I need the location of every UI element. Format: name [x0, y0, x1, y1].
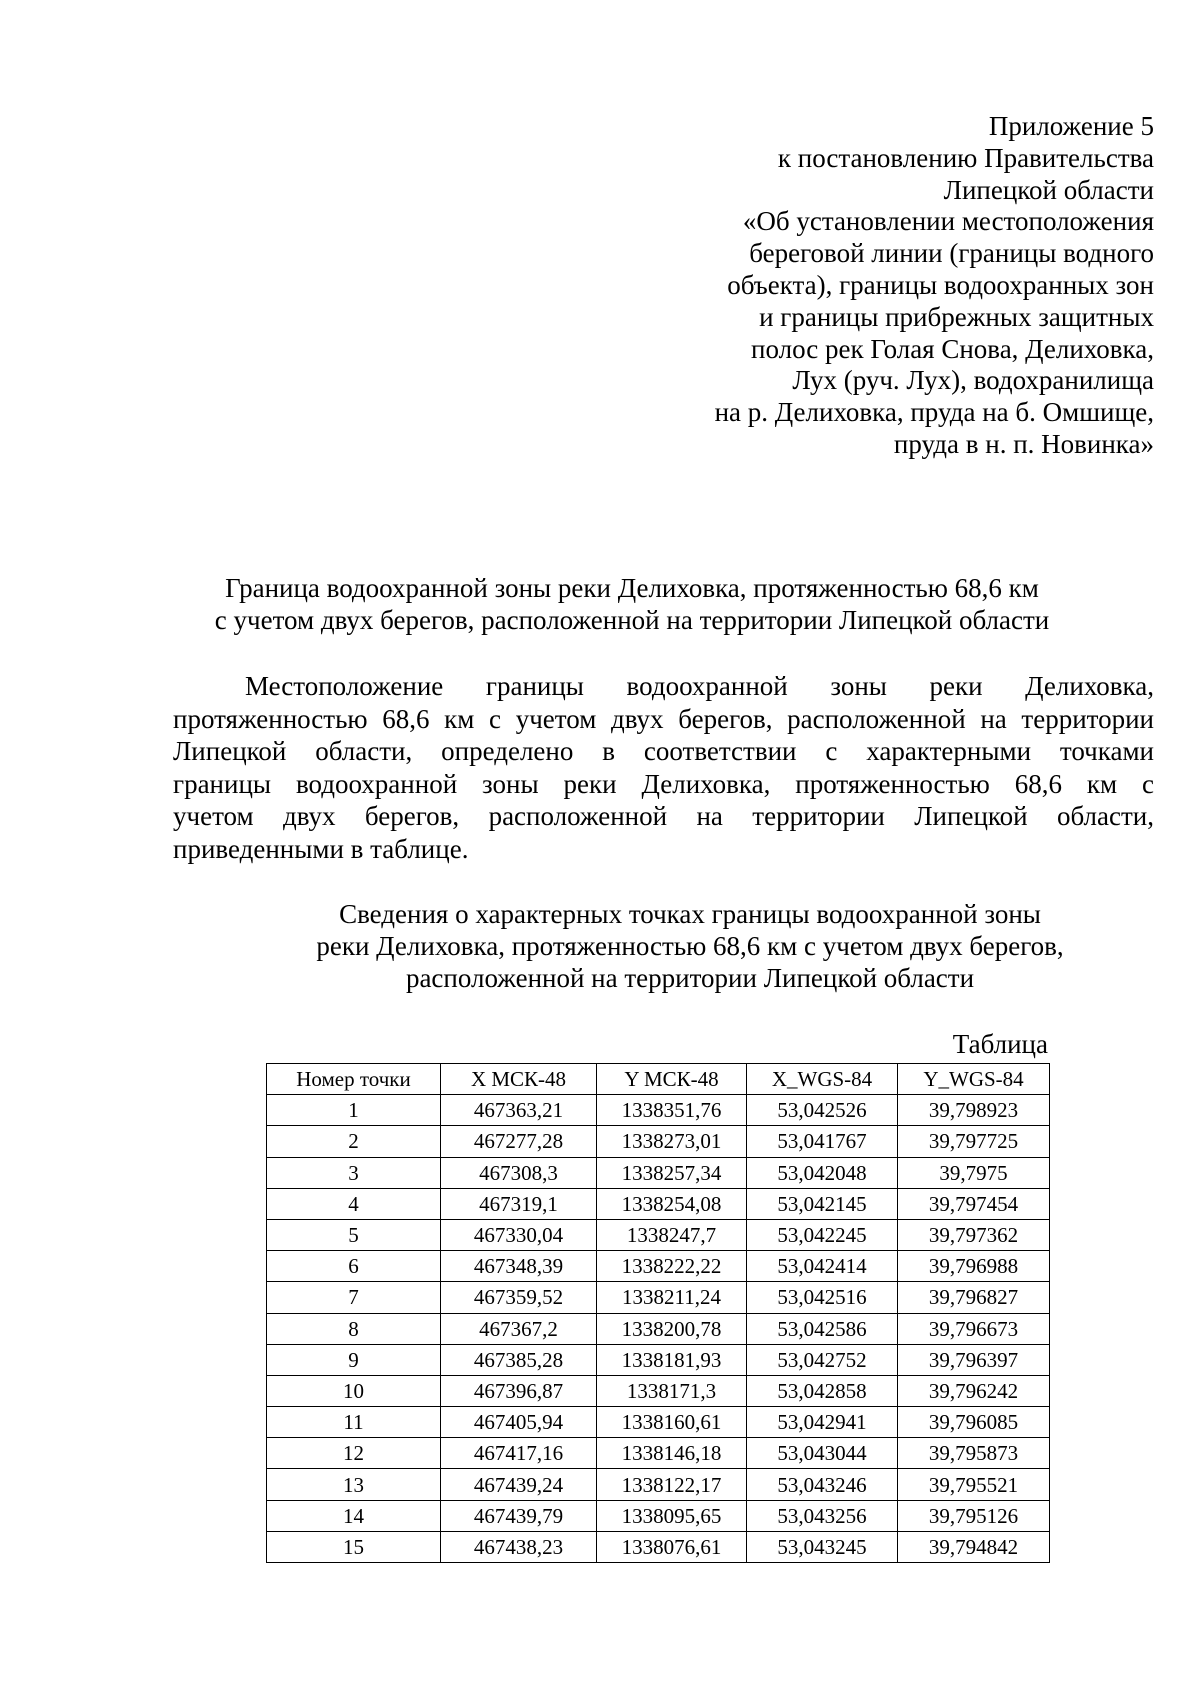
table-caption — [260, 898, 1120, 994]
cell-x-msk48: 467319,1 — [441, 1188, 597, 1219]
cell-y-wgs84: 39,797362 — [898, 1219, 1050, 1250]
cell-point-number: 12 — [267, 1438, 441, 1469]
cell-x-msk48: 467405,94 — [441, 1407, 597, 1438]
table-row — [267, 1500, 1050, 1531]
cell-x-msk48: 467359,52 — [441, 1282, 597, 1313]
table-row — [267, 1313, 1050, 1344]
cell-y-msk48: 1338076,61 — [597, 1531, 747, 1562]
table-row — [267, 1095, 1050, 1126]
appendix-line: и границы прибрежных защитных — [759, 301, 1154, 332]
cell-point-number: 2 — [267, 1126, 441, 1157]
cell-x-wgs84: 53,042245 — [747, 1219, 898, 1250]
table-row — [267, 1219, 1050, 1250]
description-paragraph — [173, 670, 1154, 866]
cell-point-number: 9 — [267, 1344, 441, 1375]
cell-x-msk48: 467308,3 — [441, 1157, 597, 1188]
cell-y-msk48: 1338122,17 — [597, 1469, 747, 1500]
appendix-line: объекта), границы водоохранных зон — [727, 269, 1154, 300]
table-caption-line: расположенной на территории Липецкой области — [405, 963, 975, 993]
cell-x-msk48: 467385,28 — [441, 1344, 597, 1375]
appendix-line: полос рек Голая Снова, Делиховка, — [751, 333, 1154, 364]
cell-x-wgs84: 53,043245 — [747, 1531, 898, 1562]
cell-x-wgs84: 53,043246 — [747, 1469, 898, 1500]
cell-point-number: 3 — [267, 1157, 441, 1188]
cell-y-wgs84: 39,796085 — [898, 1407, 1050, 1438]
cell-y-wgs84: 39,796827 — [898, 1282, 1050, 1313]
cell-y-msk48: 1338247,7 — [597, 1219, 747, 1250]
table-row — [267, 1188, 1050, 1219]
column-header-point-number: Номер точки — [267, 1064, 441, 1095]
cell-y-wgs84: 39,795521 — [898, 1469, 1050, 1500]
cell-x-wgs84: 53,042048 — [747, 1157, 898, 1188]
cell-x-wgs84: 53,042145 — [747, 1188, 898, 1219]
paragraph-line: Липецкой области, определено в соответствии с характерными точками — [173, 736, 1154, 767]
appendix-line: Приложение 5 — [988, 111, 1154, 141]
cell-y-msk48: 1338211,24 — [597, 1282, 747, 1313]
table-row — [267, 1126, 1050, 1157]
table-row — [267, 1531, 1050, 1562]
appendix-line: Липецкой области — [943, 174, 1154, 205]
table-caption-line: Сведения о характерных точках границы водоохранной зоны — [339, 899, 1041, 929]
cell-point-number: 8 — [267, 1313, 441, 1344]
table-row — [267, 1438, 1050, 1469]
column-header-x-wgs84: X_WGS-84 — [747, 1064, 898, 1095]
appendix-line: пруда в н. п. Новинка» — [893, 428, 1154, 459]
cell-y-msk48: 1338146,18 — [597, 1438, 747, 1469]
paragraph-line: учетом двух берегов, расположенной на территории Липецкой области, — [173, 801, 1154, 832]
cell-y-wgs84: 39,796242 — [898, 1375, 1050, 1406]
cell-y-wgs84: 39,797454 — [898, 1188, 1050, 1219]
coordinates-table — [266, 1063, 1050, 1563]
table-header-row — [267, 1064, 1050, 1095]
cell-point-number: 14 — [267, 1500, 441, 1531]
paragraph-line: приведенными в таблице. — [173, 833, 469, 864]
cell-point-number: 7 — [267, 1282, 441, 1313]
column-header-y-msk48: Y МСК-48 — [597, 1064, 747, 1095]
cell-x-wgs84: 53,042941 — [747, 1407, 898, 1438]
cell-y-wgs84: 39,795126 — [898, 1500, 1050, 1531]
cell-point-number: 15 — [267, 1531, 441, 1562]
cell-x-wgs84: 53,043256 — [747, 1500, 898, 1531]
paragraph-line: Местоположение границы водоохранной зоны реки Делиховка, — [245, 671, 1154, 701]
cell-x-msk48: 467363,21 — [441, 1095, 597, 1126]
cell-x-wgs84: 53,042858 — [747, 1375, 898, 1406]
cell-x-msk48: 467367,2 — [441, 1313, 597, 1344]
cell-y-msk48: 1338257,34 — [597, 1157, 747, 1188]
column-header-x-msk48: X МСК-48 — [441, 1064, 597, 1095]
zone-title — [172, 572, 1092, 636]
cell-y-wgs84: 39,796988 — [898, 1251, 1050, 1282]
cell-point-number: 1 — [267, 1095, 441, 1126]
cell-y-msk48: 1338095,65 — [597, 1500, 747, 1531]
appendix-line: береговой линии (границы водного — [749, 238, 1154, 269]
cell-y-msk48: 1338200,78 — [597, 1313, 747, 1344]
table-row — [267, 1469, 1050, 1500]
appendix-line: «Об установлении местоположения — [742, 206, 1154, 237]
cell-y-msk48: 1338171,3 — [597, 1375, 747, 1406]
table-row — [267, 1251, 1050, 1282]
cell-x-msk48: 467396,87 — [441, 1375, 597, 1406]
cell-x-msk48: 467277,28 — [441, 1126, 597, 1157]
table-row — [267, 1344, 1050, 1375]
cell-x-msk48: 467438,23 — [441, 1531, 597, 1562]
appendix-line: Лух (руч. Лух), водохранилища — [792, 365, 1154, 396]
cell-x-wgs84: 53,042516 — [747, 1282, 898, 1313]
cell-y-wgs84: 39,794842 — [898, 1531, 1050, 1562]
table-row — [267, 1375, 1050, 1406]
appendix-header — [620, 111, 1154, 461]
paragraph-line: границы водоохранной зоны реки Делиховка, протяженностью 68,6 км с — [173, 768, 1154, 799]
table-body — [267, 1095, 1050, 1563]
cell-x-msk48: 467417,16 — [441, 1438, 597, 1469]
cell-y-wgs84: 39,798923 — [898, 1095, 1050, 1126]
cell-x-wgs84: 53,043044 — [747, 1438, 898, 1469]
paragraph-line: протяженностью 68,6 км с учетом двух берегов, расположенной на территории — [173, 703, 1154, 734]
cell-x-msk48: 467330,04 — [441, 1219, 597, 1250]
cell-point-number: 6 — [267, 1251, 441, 1282]
cell-y-wgs84: 39,796673 — [898, 1313, 1050, 1344]
cell-point-number: 10 — [267, 1375, 441, 1406]
cell-point-number: 11 — [267, 1407, 441, 1438]
cell-point-number: 5 — [267, 1219, 441, 1250]
cell-x-wgs84: 53,042586 — [747, 1313, 898, 1344]
cell-x-msk48: 467439,79 — [441, 1500, 597, 1531]
cell-x-msk48: 467348,39 — [441, 1251, 597, 1282]
table-row — [267, 1282, 1050, 1313]
cell-x-wgs84: 53,042414 — [747, 1251, 898, 1282]
cell-y-msk48: 1338160,61 — [597, 1407, 747, 1438]
appendix-line: на р. Делиховка, пруда на б. Омшище, — [714, 397, 1154, 428]
cell-y-wgs84: 39,7975 — [898, 1157, 1050, 1188]
cell-x-wgs84: 53,041767 — [747, 1126, 898, 1157]
cell-y-wgs84: 39,796397 — [898, 1344, 1050, 1375]
cell-point-number: 13 — [267, 1469, 441, 1500]
cell-y-msk48: 1338351,76 — [597, 1095, 747, 1126]
table-row — [267, 1157, 1050, 1188]
cell-y-msk48: 1338181,93 — [597, 1344, 747, 1375]
cell-y-wgs84: 39,795873 — [898, 1438, 1050, 1469]
cell-x-msk48: 467439,24 — [441, 1469, 597, 1500]
cell-y-msk48: 1338273,01 — [597, 1126, 747, 1157]
cell-x-wgs84: 53,042526 — [747, 1095, 898, 1126]
table-row — [267, 1407, 1050, 1438]
table-label: Таблица — [952, 1029, 1048, 1059]
cell-point-number: 4 — [267, 1188, 441, 1219]
cell-y-msk48: 1338222,22 — [597, 1251, 747, 1282]
cell-x-wgs84: 53,042752 — [747, 1344, 898, 1375]
zone-title-line: Граница водоохранной зоны реки Делиховка, протяженностью 68,6 км — [225, 573, 1039, 603]
zone-title-line: с учетом двух берегов, расположенной на территории Липецкой области — [214, 605, 1050, 635]
cell-y-wgs84: 39,797725 — [898, 1126, 1050, 1157]
cell-y-msk48: 1338254,08 — [597, 1188, 747, 1219]
column-header-y-wgs84: Y_WGS-84 — [898, 1064, 1050, 1095]
appendix-line: к постановлению Правительства — [777, 142, 1154, 173]
table-caption-line: реки Делиховка, протяженностью 68,6 км с учетом двух берегов, — [316, 931, 1064, 961]
